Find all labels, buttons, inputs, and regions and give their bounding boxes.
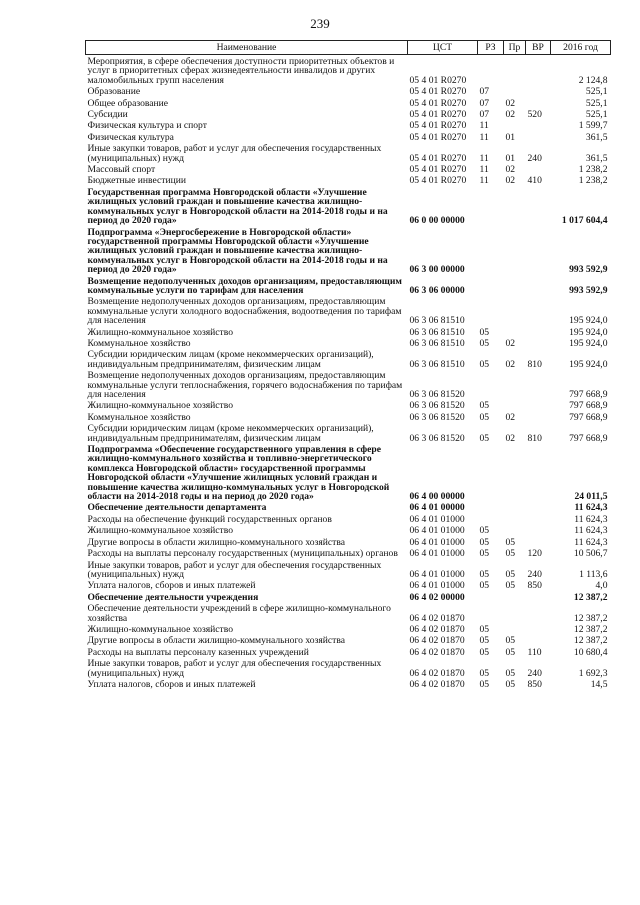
row-vr: 850 (527, 580, 542, 592)
row-rz: 11 (479, 175, 489, 187)
table-row (86, 524, 611, 535)
row-name: Другие вопросы в области жилищно-коммунального хозяйства (87, 635, 346, 647)
row-vr: 410 (527, 175, 542, 187)
table-row (86, 55, 611, 86)
row-cst: 05 4 01 R0270 (409, 97, 467, 109)
row-pr: 05 (505, 548, 516, 560)
row-vr (526, 634, 551, 645)
row-amount: 11 624,3 (574, 502, 608, 514)
row-rz (478, 602, 504, 623)
row-name: Возмещение недополученных доходов организациям, предоставляющим коммунальные услуги теплоснабжения, горячего водоснабжения по тарифам для населения (87, 370, 403, 400)
row-cst: 06 3 06 81510 (409, 315, 465, 327)
table-row (86, 443, 611, 501)
row-cst: 06 4 02 01870 (409, 667, 465, 679)
row-pr (504, 369, 526, 399)
row-rz: 11 (479, 164, 489, 176)
row-name: Подпрограмма «Обеспечение государственного управления в сфере жилищно-коммунального хозяйства и топливно-энергетического комплекса Новгородской области» государственной программы Новгородской области «Улучшение жилищных условий граждан и повышение качества жилищно-коммунальных услуг в Новгородской области на 2014-2018 годы и на период до 2020 года» (87, 444, 390, 503)
row-pr (504, 501, 526, 512)
row-name: Жилищно-коммунальное хозяйство (87, 400, 234, 412)
row-rz: 05 (479, 358, 490, 370)
row-pr (504, 326, 526, 337)
row-cst: 06 4 01 00000 (409, 502, 465, 514)
table-row (86, 501, 611, 512)
row-cst: 06 4 02 00000 (409, 591, 465, 603)
row-name: Иные закупки товаров, работ и услуг для обеспечения государственных (муниципальных) нужд (87, 658, 382, 679)
row-vr (526, 501, 551, 512)
row-amount: 525,1 (585, 86, 608, 98)
row-rz: 05 (479, 525, 490, 537)
row-pr: 02 (505, 109, 516, 121)
table-row (86, 326, 611, 337)
table-row (86, 678, 611, 689)
row-amount: 195 924,0 (569, 326, 608, 338)
table-row (86, 547, 611, 558)
row-pr: 02 (505, 164, 516, 176)
row-name: Мероприятия, в сфере обеспечения доступности приоритетных объектов и услуг в приоритетных сферах жизнедеятельности инвалидов и других маломобильных групп населения (87, 56, 395, 86)
header-name: Наименование (86, 41, 408, 55)
row-rz (478, 295, 504, 325)
row-vr: 120 (527, 548, 542, 560)
row-pr (504, 85, 526, 96)
table-row (86, 591, 611, 602)
row-pr (504, 602, 526, 623)
table-body (86, 55, 611, 690)
row-vr (526, 337, 551, 348)
row-cst: 06 4 01 01000 (409, 548, 465, 560)
row-rz (478, 513, 504, 524)
row-cst: 05 4 01 R0270 (409, 120, 467, 132)
row-amount: 993 592,9 (569, 264, 608, 276)
row-cst: 06 4 02 01870 (409, 612, 465, 624)
row-rz: 05 (479, 432, 490, 444)
row-rz: 05 (479, 623, 490, 635)
row-cst: 05 4 01 R0270 (409, 164, 467, 176)
row-pr: 05 (505, 568, 516, 580)
row-amount: 361,5 (585, 152, 608, 164)
row-vr (526, 399, 551, 410)
table-row (86, 657, 611, 678)
row-rz (478, 369, 504, 399)
row-name: Общее образование (87, 97, 169, 109)
row-amount: 195 924,0 (569, 337, 608, 349)
row-pr: 05 (505, 646, 516, 658)
row-name: Субсидии юридическим лицам (кроме некоммерческих организаций), индивидуальным предпринимателям, физическим лицам (87, 349, 374, 370)
row-name: Иные закупки товаров, работ и услуг для обеспечения государственных (муниципальных) нужд (87, 559, 382, 580)
row-name: Коммунальное хозяйство (87, 337, 191, 349)
row-amount: 195 924,0 (569, 315, 608, 327)
row-name: Образование (87, 86, 141, 98)
row-vr: 240 (527, 667, 542, 679)
table-row (86, 186, 611, 226)
row-name: Массовый спорт (87, 164, 156, 176)
row-name: Обеспечение деятельности департамента (87, 502, 267, 514)
row-rz (478, 226, 504, 275)
row-pr (504, 119, 526, 130)
row-pr: 02 (505, 358, 516, 370)
row-cst: 06 3 06 81520 (409, 389, 465, 400)
row-amount: 1 692,3 (578, 667, 608, 679)
row-vr: 850 (527, 678, 542, 690)
row-vr (526, 275, 551, 296)
row-rz: 07 (479, 86, 490, 98)
table-row (86, 634, 611, 645)
table-row (86, 163, 611, 174)
budget-table (85, 40, 611, 689)
row-cst: 06 3 06 81510 (409, 337, 465, 349)
table-row (86, 411, 611, 422)
row-name: Расходы на выплаты персоналу казенных учреждений (87, 646, 309, 658)
row-amount: 11 624,3 (574, 525, 608, 537)
row-rz: 05 (479, 548, 490, 560)
table-row (86, 513, 611, 524)
row-cst: 06 4 02 01870 (409, 623, 465, 635)
row-cst: 06 4 01 01000 (409, 536, 465, 548)
row-amount: 12 387,2 (573, 612, 608, 624)
row-vr (526, 131, 551, 142)
row-vr (526, 97, 551, 108)
row-pr: 02 (505, 432, 516, 444)
table-row (86, 348, 611, 369)
row-vr (526, 623, 551, 634)
row-rz: 05 (479, 646, 490, 658)
row-pr: 02 (505, 337, 516, 349)
table-row (86, 369, 611, 399)
row-rz: 07 (479, 97, 490, 109)
table-row (86, 226, 611, 275)
header-pr: Пр (504, 41, 526, 55)
row-cst: 05 4 01 R0270 (409, 175, 467, 187)
table-row (86, 399, 611, 410)
row-pr (504, 275, 526, 296)
row-vr: 520 (527, 109, 542, 121)
row-amount: 361,5 (585, 131, 608, 143)
row-rz (478, 275, 504, 296)
row-vr: 240 (527, 568, 542, 580)
row-cst: 06 0 00 00000 (409, 215, 465, 227)
row-pr: 05 (505, 635, 516, 647)
row-rz: 05 (479, 326, 490, 338)
table-row (86, 275, 611, 296)
row-name: Другие вопросы в области жилищно-коммунального хозяйства (87, 536, 346, 548)
row-pr: 02 (505, 97, 516, 109)
row-rz: 05 (479, 678, 490, 690)
row-vr: 240 (527, 152, 542, 164)
row-name: Физическая культура (87, 131, 174, 143)
row-rz (478, 501, 504, 512)
row-name: Физическая культура и спорт (87, 120, 207, 132)
row-cst: 06 3 06 00000 (409, 284, 465, 296)
row-pr: 05 (505, 580, 516, 592)
row-cst: 06 4 02 01870 (409, 635, 465, 647)
row-vr (526, 326, 551, 337)
row-name: Государственная программа Новгородской области «Улучшение жилищных условий граждан и повышение качества жилищно-коммунальных услуг в Новгородской области на 2014-2018 годы и на период до 2020 года» (87, 186, 388, 227)
row-amount: 1 599,7 (578, 120, 608, 132)
row-name: Субсидии (87, 109, 128, 121)
row-vr (526, 536, 551, 547)
row-cst: 06 3 06 81520 (409, 411, 465, 423)
table-row (86, 623, 611, 634)
row-name: Бюджетные инвестиции (87, 175, 186, 187)
row-pr: 05 (505, 678, 516, 690)
row-amount: 525,1 (585, 109, 608, 121)
row-name: Обеспечение деятельности учреждения (87, 591, 259, 603)
row-amount: 797 668,9 (569, 389, 608, 400)
row-rz: 05 (479, 536, 490, 548)
row-rz: 05 (479, 635, 490, 647)
row-cst: 06 3 06 81510 (409, 326, 465, 338)
row-name: Обеспечение деятельности учреждений в сфере жилищно-коммунального хозяйства (87, 603, 391, 624)
row-amount: 797 668,9 (569, 411, 608, 423)
row-rz (478, 443, 504, 501)
row-vr (526, 369, 551, 399)
row-rz (478, 55, 504, 86)
row-name: Коммунальное хозяйство (87, 411, 191, 423)
row-vr: 810 (527, 358, 542, 370)
row-cst: 06 4 01 01000 (409, 580, 465, 592)
row-amount: 1 238,2 (578, 175, 608, 187)
table-row (86, 295, 611, 325)
row-pr: 05 (505, 667, 516, 679)
row-name: Иные закупки товаров, работ и услуг для обеспечения государственных (муниципальных) нужд (87, 143, 382, 164)
row-pr: 02 (505, 411, 516, 423)
page-number: 239 (310, 16, 330, 31)
row-pr (504, 513, 526, 524)
row-vr (526, 513, 551, 524)
row-amount: 12 387,2 (573, 591, 608, 603)
row-name: Возмещение недополученных доходов организациям, предоставляющим коммунальные услуги холодного водоснабжения, водоотведения по тарифам для населения (87, 296, 402, 327)
row-vr (526, 443, 551, 501)
row-amount: 4,0 (595, 580, 608, 592)
table-row (86, 536, 611, 547)
row-vr (526, 226, 551, 275)
row-vr (526, 524, 551, 535)
row-rz: 07 (479, 109, 490, 121)
row-pr (504, 226, 526, 275)
row-cst: 05 4 01 R0270 (409, 86, 467, 98)
row-rz: 05 (479, 400, 490, 412)
row-rz: 05 (479, 411, 490, 423)
row-pr: 02 (505, 175, 516, 187)
row-amount: 993 592,9 (569, 284, 608, 296)
row-amount: 11 624,3 (574, 513, 608, 525)
row-vr: 810 (527, 432, 542, 444)
row-vr (526, 119, 551, 130)
header-rz: РЗ (478, 41, 504, 55)
row-name: Уплата налогов, сборов и иных платежей (87, 678, 256, 690)
table-row (86, 142, 611, 163)
row-pr (504, 55, 526, 86)
row-rz: 11 (479, 120, 489, 132)
row-pr (504, 591, 526, 602)
table-row (86, 85, 611, 96)
row-amount: 1 238,2 (578, 164, 608, 176)
row-vr (526, 163, 551, 174)
table-row (86, 337, 611, 348)
row-pr (504, 623, 526, 634)
row-amount: 195 924,0 (569, 358, 608, 370)
header-amount: 2016 год (551, 41, 611, 55)
row-pr: 05 (505, 536, 516, 548)
row-cst: 06 4 02 01870 (409, 678, 465, 690)
row-amount: 525,1 (585, 97, 608, 109)
row-cst: 06 4 01 01000 (409, 513, 465, 525)
row-amount: 10 506,7 (573, 548, 608, 560)
row-cst: 06 4 01 01000 (409, 568, 465, 580)
row-pr (504, 399, 526, 410)
row-name: Расходы на обеспечение функций государственных органов (87, 513, 332, 525)
row-amount: 797 668,9 (569, 432, 608, 444)
row-vr (526, 602, 551, 623)
row-rz: 05 (479, 580, 490, 592)
row-cst: 06 3 06 81520 (409, 432, 465, 444)
row-pr (504, 524, 526, 535)
row-amount: 1 113,6 (579, 568, 608, 580)
header-vr: ВР (526, 41, 551, 55)
row-cst: 05 4 01 R0270 (409, 109, 467, 121)
table-row (86, 97, 611, 108)
row-rz: 05 (479, 667, 490, 679)
table-row (86, 559, 611, 580)
row-amount: 797 668,9 (569, 400, 608, 412)
row-rz (478, 186, 504, 226)
row-name: Уплата налогов, сборов и иных платежей (87, 580, 256, 592)
row-name: Подпрограмма «Энергосбережение в Новгородской области» государственной программы Новгородской области «Улучшение жилищных условий граждан и повышение качества жилищно-коммунальных услуг в Новгородской области на 2014-2018 годы и на период до 2020 года» (87, 226, 388, 276)
table-row (86, 602, 611, 623)
row-name: Субсидии юридическим лицам (кроме некоммерческих организаций), индивидуальным предпринимателям, физическим лицам (87, 423, 374, 444)
row-cst: 06 4 01 01000 (409, 525, 465, 537)
row-cst: 06 3 06 81520 (409, 400, 465, 412)
row-name: Расходы на выплаты персоналу государственных (муниципальных) органов (87, 548, 398, 560)
row-name: Жилищно-коммунальное хозяйство (87, 623, 234, 635)
row-amount: 14,5 (590, 678, 608, 690)
row-rz: 11 (479, 131, 489, 143)
row-cst: 05 4 01 R0270 (409, 152, 467, 164)
row-cst: 06 4 00 00000 (409, 491, 465, 503)
row-amount: 24 011,5 (574, 491, 608, 503)
row-cst: 06 3 00 00000 (409, 264, 465, 276)
table-row (86, 646, 611, 657)
table-row (86, 422, 611, 443)
row-rz: 05 (479, 568, 490, 580)
table-row (86, 579, 611, 590)
row-vr (526, 591, 551, 602)
row-pr (504, 186, 526, 226)
row-vr: 110 (527, 646, 542, 658)
row-name: Возмещение недополученных доходов организациям, предоставляющим коммунальные услуги по тарифам для населения (87, 275, 402, 296)
table-row (86, 119, 611, 130)
row-amount: 12 387,2 (573, 623, 608, 635)
row-vr (526, 85, 551, 96)
row-pr: 01 (505, 152, 516, 164)
row-rz (478, 591, 504, 602)
row-vr (526, 55, 551, 86)
row-rz: 05 (479, 337, 490, 349)
row-amount: 11 624,3 (574, 536, 608, 548)
row-vr (526, 295, 551, 325)
row-rz: 11 (479, 152, 489, 164)
table-header-row (86, 41, 611, 55)
header-cst: ЦСТ (408, 41, 478, 55)
row-cst: 06 3 06 81510 (409, 358, 465, 370)
row-amount: 12 387,2 (573, 635, 608, 647)
table-row (86, 108, 611, 119)
row-cst: 05 4 01 R0270 (409, 131, 467, 143)
row-amount: 10 680,4 (573, 646, 608, 658)
row-pr: 01 (505, 131, 516, 143)
row-amount: 2 124,8 (578, 74, 608, 86)
row-vr (526, 411, 551, 422)
row-name: Жилищно-коммунальное хозяйство (87, 525, 234, 537)
row-vr (526, 186, 551, 226)
row-cst: 05 4 01 R0270 (409, 74, 467, 86)
row-pr (504, 295, 526, 325)
table-row (86, 131, 611, 142)
row-name: Жилищно-коммунальное хозяйство (87, 326, 234, 338)
row-pr (504, 443, 526, 501)
row-amount: 1 017 604,4 (561, 215, 608, 227)
row-cst: 06 4 02 01870 (409, 646, 465, 658)
table-row (86, 174, 611, 185)
